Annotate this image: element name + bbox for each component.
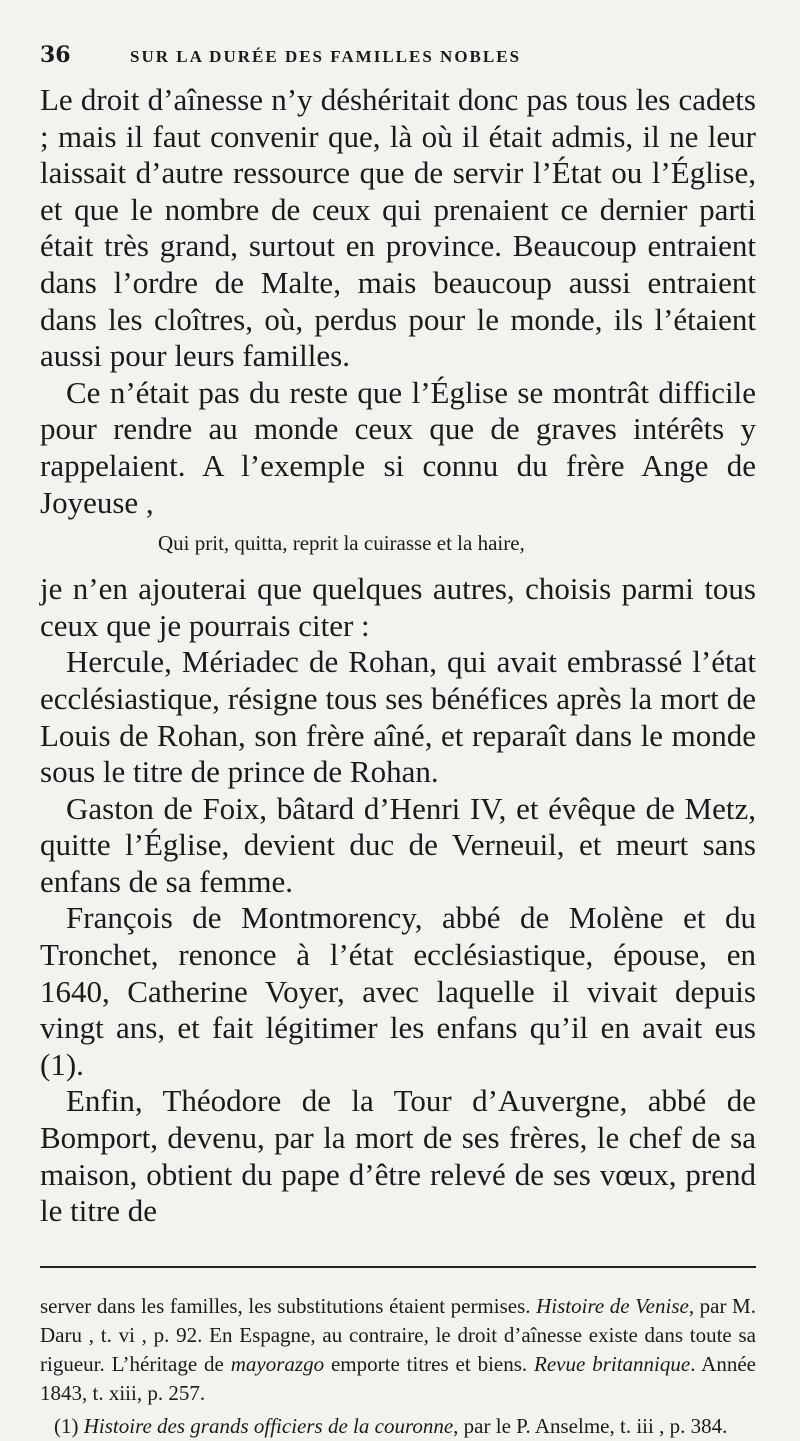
paragraph: Ce n’était pas du reste que l’Église se montrât difficile pour rendre au monde ceux que de graves intérêts y rappelaient. A l’exemple si connu du frère Ange de Joyeuse , [40,374,756,520]
paragraph: Le droit d’aînesse n’y déshéritait donc pas tous les cadets ; mais il faut convenir que, là où il était admis, il ne leur laissait d’autre ressource que de servir l’État ou l’Église, et que le nombre de ceux qui prenaient ce dernier parti était très grand, surtout en province. Beaucoup entraient dans l’ordre de Malte, mais beaucoup aussi entraient dans les cloîtres, où, perdus pour le monde, ils l’étaient aussi pour leurs familles. [40,82,756,374]
footnote-text: , par le P. Anselme, t. iii , p. 384. [453,1413,728,1438]
verse-quote: Qui prit, quitta, reprit la cuirasse et la haire, [158,531,525,556]
paragraph: Enfin, Théodore de la Tour d’Auvergne, abbé de Bomport, devenu, par la mort de ses frères, le chef de sa maison, obtient du pape d’être relevé de ses vœux, prend le titre de [40,1083,756,1229]
footnote-italic: Histoire des grands officiers de la couronne [83,1413,454,1438]
footnote-text: server dans les familles, les substitutions étaient permises. [40,1293,537,1318]
footnote-text: (1) [54,1413,84,1438]
footnote-italic: mayorazgo [230,1351,325,1376]
paragraph: Gaston de Foix, bâtard d’Henri IV, et évêque de Metz, quitte l’Église, devient duc de Verneuil, et meurt sans enfans de sa femme. [40,790,756,899]
footnotes [40,1292,756,1441]
main-text [40,82,756,1230]
footnote-italic: Histoire de Venise [536,1293,689,1318]
footnote-text: , par M. Daru , t. vi , p. 92. En Espagne, au contraire, le droit d’aînesse existe dans toute sa rigueur. L’héritage de [40,1293,756,1376]
page-number: 36 [40,42,71,68]
footnote-text: emporte titres et biens. [324,1351,535,1376]
paragraph: François de Montmorency, abbé de Molène et du Tronchet, renonce à l’état ecclésiastique, épouse, en 1640, Catherine Voyer, avec laquelle il vivait depuis vingt ans, et fait légitimer les enfans qu’il en avait eus (1). [40,900,756,1082]
paragraph: je n’en ajouterai que quelques autres, choisis parmi tous ceux que je pourrais citer : [40,571,756,643]
footnote-text: . Année 1843, t. xiii, p. 257. [40,1351,756,1405]
running-head [40,42,756,82]
footnote-rule [40,1266,756,1268]
running-title: SUR LA DURÉE DES FAMILLES NOBLES [130,47,522,66]
footnote-italic: Revue britannique [534,1351,691,1376]
paragraph: Hercule, Mériadec de Rohan, qui avait embrassé l’état ecclésiastique, résigne tous ses bénéfices après la mort de Louis de Rohan, son frère aîné, et reparaît dans le monde sous le titre de prince de Rohan. [40,644,756,790]
footnote-1 [40,1412,756,1441]
footnote-continuation [40,1292,756,1408]
